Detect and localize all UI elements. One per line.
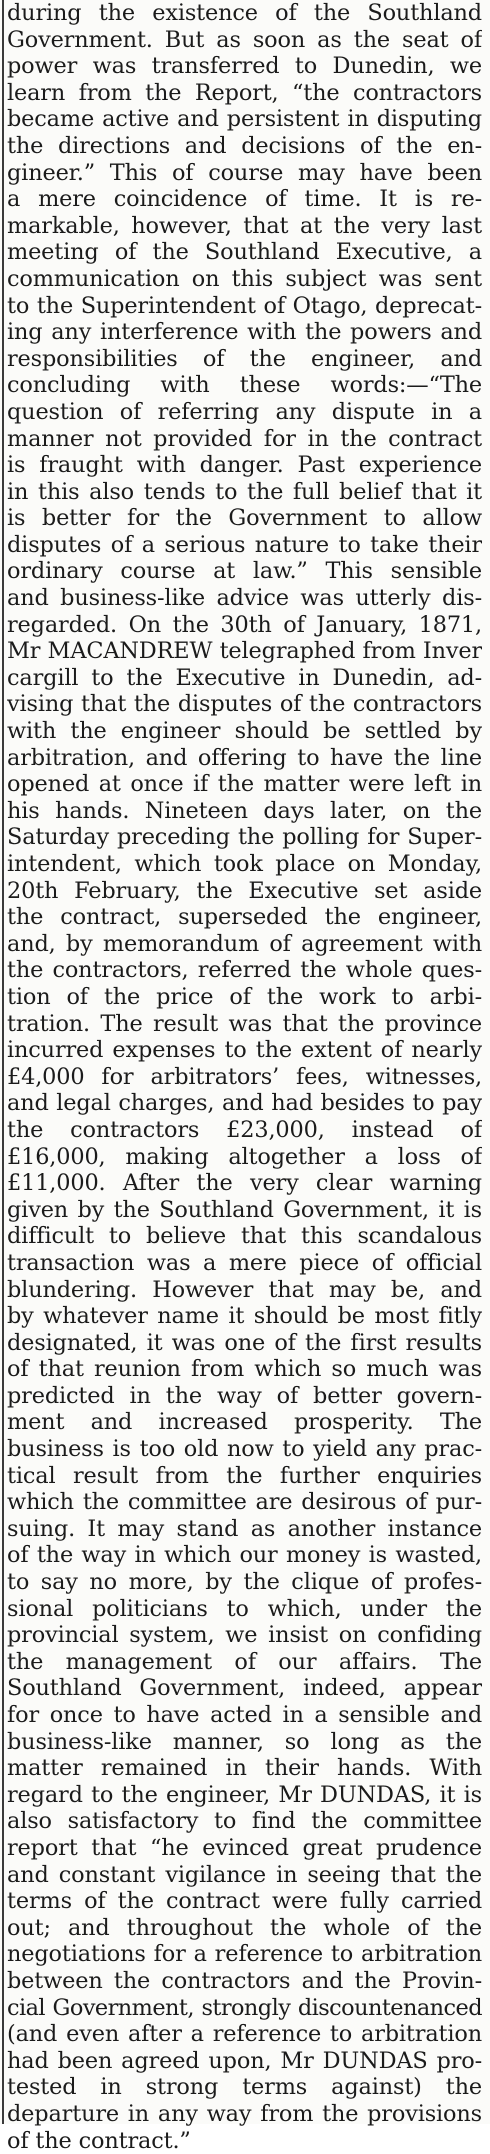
article-line: the contract, superseded the engineer, bbox=[7, 904, 482, 931]
article-line: ment and increased prosperity. The bbox=[7, 1409, 482, 1436]
article-line: Southland Government, indeed, appear bbox=[7, 1675, 482, 1702]
article-line: power was transferred to Dunedin, we bbox=[7, 53, 482, 80]
column-rule bbox=[2, 0, 4, 2124]
article-line: learn from the Report, “the contractors bbox=[7, 80, 482, 107]
article-line: terms of the contract were fully carried bbox=[7, 1888, 482, 1915]
article-line: tical result from the further enquiries bbox=[7, 1463, 482, 1490]
article-line: predicted in the way of better govern- bbox=[7, 1383, 482, 1410]
article-line: 20th February, the Executive set aside bbox=[7, 878, 482, 905]
article-line: also satisfactory to find the committee bbox=[7, 1808, 482, 1835]
article-line: in this also tends to the full belief that it bbox=[7, 479, 482, 506]
article-line: ordinary course at law.” This sensible bbox=[7, 558, 482, 585]
article-line: had been agreed upon, Mr DUNDAS pro- bbox=[7, 2048, 482, 2075]
article-line: blundering. However that may be, and bbox=[7, 1277, 482, 1304]
article-line: regard to the engineer, Mr DUNDAS, it is bbox=[7, 1782, 482, 1809]
article-line: meeting of the Southland Executive, a bbox=[7, 239, 482, 266]
article-line: £4,000 for arbitrators’ fees, witnesses, bbox=[7, 1064, 482, 1091]
article-line: the contractors £23,000, instead of bbox=[7, 1117, 482, 1144]
article-line: Mr MACANDREW telegraphed from Inver bbox=[7, 638, 482, 665]
article-line: of that reunion from which so much was bbox=[7, 1356, 482, 1383]
article-line: business is too old now to yield any prac- bbox=[7, 1436, 482, 1463]
article-line: incurred expenses to the extent of nearly bbox=[7, 1037, 482, 1064]
article-line: cial Government, strongly discountenanced bbox=[7, 1995, 482, 2022]
article-line: gineer.” This of course may have been bbox=[7, 160, 482, 187]
article-line: business-like manner, so long as the bbox=[7, 1729, 482, 1756]
article-line: given by the Southland Government, it is bbox=[7, 1197, 482, 1224]
article-line: tion of the price of the work to arbi- bbox=[7, 984, 482, 1011]
article-line: and business-like advice was utterly dis- bbox=[7, 585, 482, 612]
article-line: disputes of a serious nature to take their bbox=[7, 532, 482, 559]
article-line: provincial system, we insist on confiding bbox=[7, 1622, 482, 1649]
article-line: out; and throughout the whole of the bbox=[7, 1915, 482, 1942]
article-line: £16,000, making altogether a loss of bbox=[7, 1144, 482, 1171]
article-line: report that “he evinced great prudence bbox=[7, 1835, 482, 1862]
article-line: during the existence of the Southland bbox=[7, 0, 482, 27]
article-line: the contractors, referred the whole ques- bbox=[7, 957, 482, 984]
article-line: intendent, which took place on Monday, bbox=[7, 851, 482, 878]
article-line: communication on this subject was sent bbox=[7, 266, 482, 293]
article-line: became active and persistent in disputing bbox=[7, 106, 482, 133]
article-line: difficult to believe that this scandalous bbox=[7, 1223, 482, 1250]
article-line: and legal charges, and had besides to pay bbox=[7, 1090, 482, 1117]
article-column bbox=[7, 0, 482, 2154]
article-line: matter remained in their hands. With bbox=[7, 1755, 482, 1782]
article-line: manner not provided for in the contract bbox=[7, 426, 482, 453]
article-line: concluding with these words:—“The bbox=[7, 372, 482, 399]
article-line: transaction was a mere piece of official bbox=[7, 1250, 482, 1277]
article-line: cargill to the Executive in Dunedin, ad- bbox=[7, 665, 482, 692]
article-line: of the way in which our money is wasted, bbox=[7, 1542, 482, 1569]
article-line: between the contractors and the Provin- bbox=[7, 1968, 482, 1995]
article-line: by whatever name it should be most fitly bbox=[7, 1303, 482, 1330]
article-line: suing. It may stand as another instance bbox=[7, 1516, 482, 1543]
article-line: is better for the Government to allow bbox=[7, 505, 482, 532]
article-line: regarded. On the 30th of January, 1871, bbox=[7, 612, 482, 639]
article-line: Government. But as soon as the seat of bbox=[7, 27, 482, 54]
article-line-final: of the contract.” bbox=[7, 2128, 482, 2154]
article-line: and constant vigilance in seeing that the bbox=[7, 1862, 482, 1889]
article-line: ing any interference with the powers and bbox=[7, 319, 482, 346]
article-line: for once to have acted in a sensible and bbox=[7, 1702, 482, 1729]
article-line: and, by memorandum of agreement with bbox=[7, 931, 482, 958]
article-line: departure in any way from the provisions bbox=[7, 2101, 482, 2128]
article-line: question of referring any dispute in a bbox=[7, 399, 482, 426]
article-line: Saturday preceding the polling for Super- bbox=[7, 824, 482, 851]
article-line: vising that the disputes of the contractors bbox=[7, 691, 482, 718]
article-line: the directions and decisions of the en- bbox=[7, 133, 482, 160]
article-line: his hands. Nineteen days later, on the bbox=[7, 798, 482, 825]
article-line: £11,000. After the very clear warning bbox=[7, 1170, 482, 1197]
article-line: (and even after a reference to arbitration bbox=[7, 2021, 482, 2048]
article-line: to the Superintendent of Otago, deprecat- bbox=[7, 293, 482, 320]
article-line: to say no more, by the clique of profes- bbox=[7, 1569, 482, 1596]
article-line: opened at once if the matter were left in bbox=[7, 771, 482, 798]
article-line: markable, however, that at the very last bbox=[7, 213, 482, 240]
article-line: tested in strong terms against) the bbox=[7, 2074, 482, 2101]
article-line: is fraught with danger. Past experience bbox=[7, 452, 482, 479]
article-line: with the engineer should be settled by bbox=[7, 718, 482, 745]
article-line: the management of our affairs. The bbox=[7, 1649, 482, 1676]
article-line: sional politicians to which, under the bbox=[7, 1596, 482, 1623]
article-line: responsibilities of the engineer, and bbox=[7, 346, 482, 373]
article-line: negotiations for a reference to arbitration bbox=[7, 1941, 482, 1968]
article-line: arbitration, and offering to have the line bbox=[7, 745, 482, 772]
article-line: designated, it was one of the first results bbox=[7, 1330, 482, 1357]
article-line: which the committee are desirous of pur- bbox=[7, 1489, 482, 1516]
article-line: tration. The result was that the province bbox=[7, 1011, 482, 1038]
article-line: a mere coincidence of time. It is re- bbox=[7, 186, 482, 213]
